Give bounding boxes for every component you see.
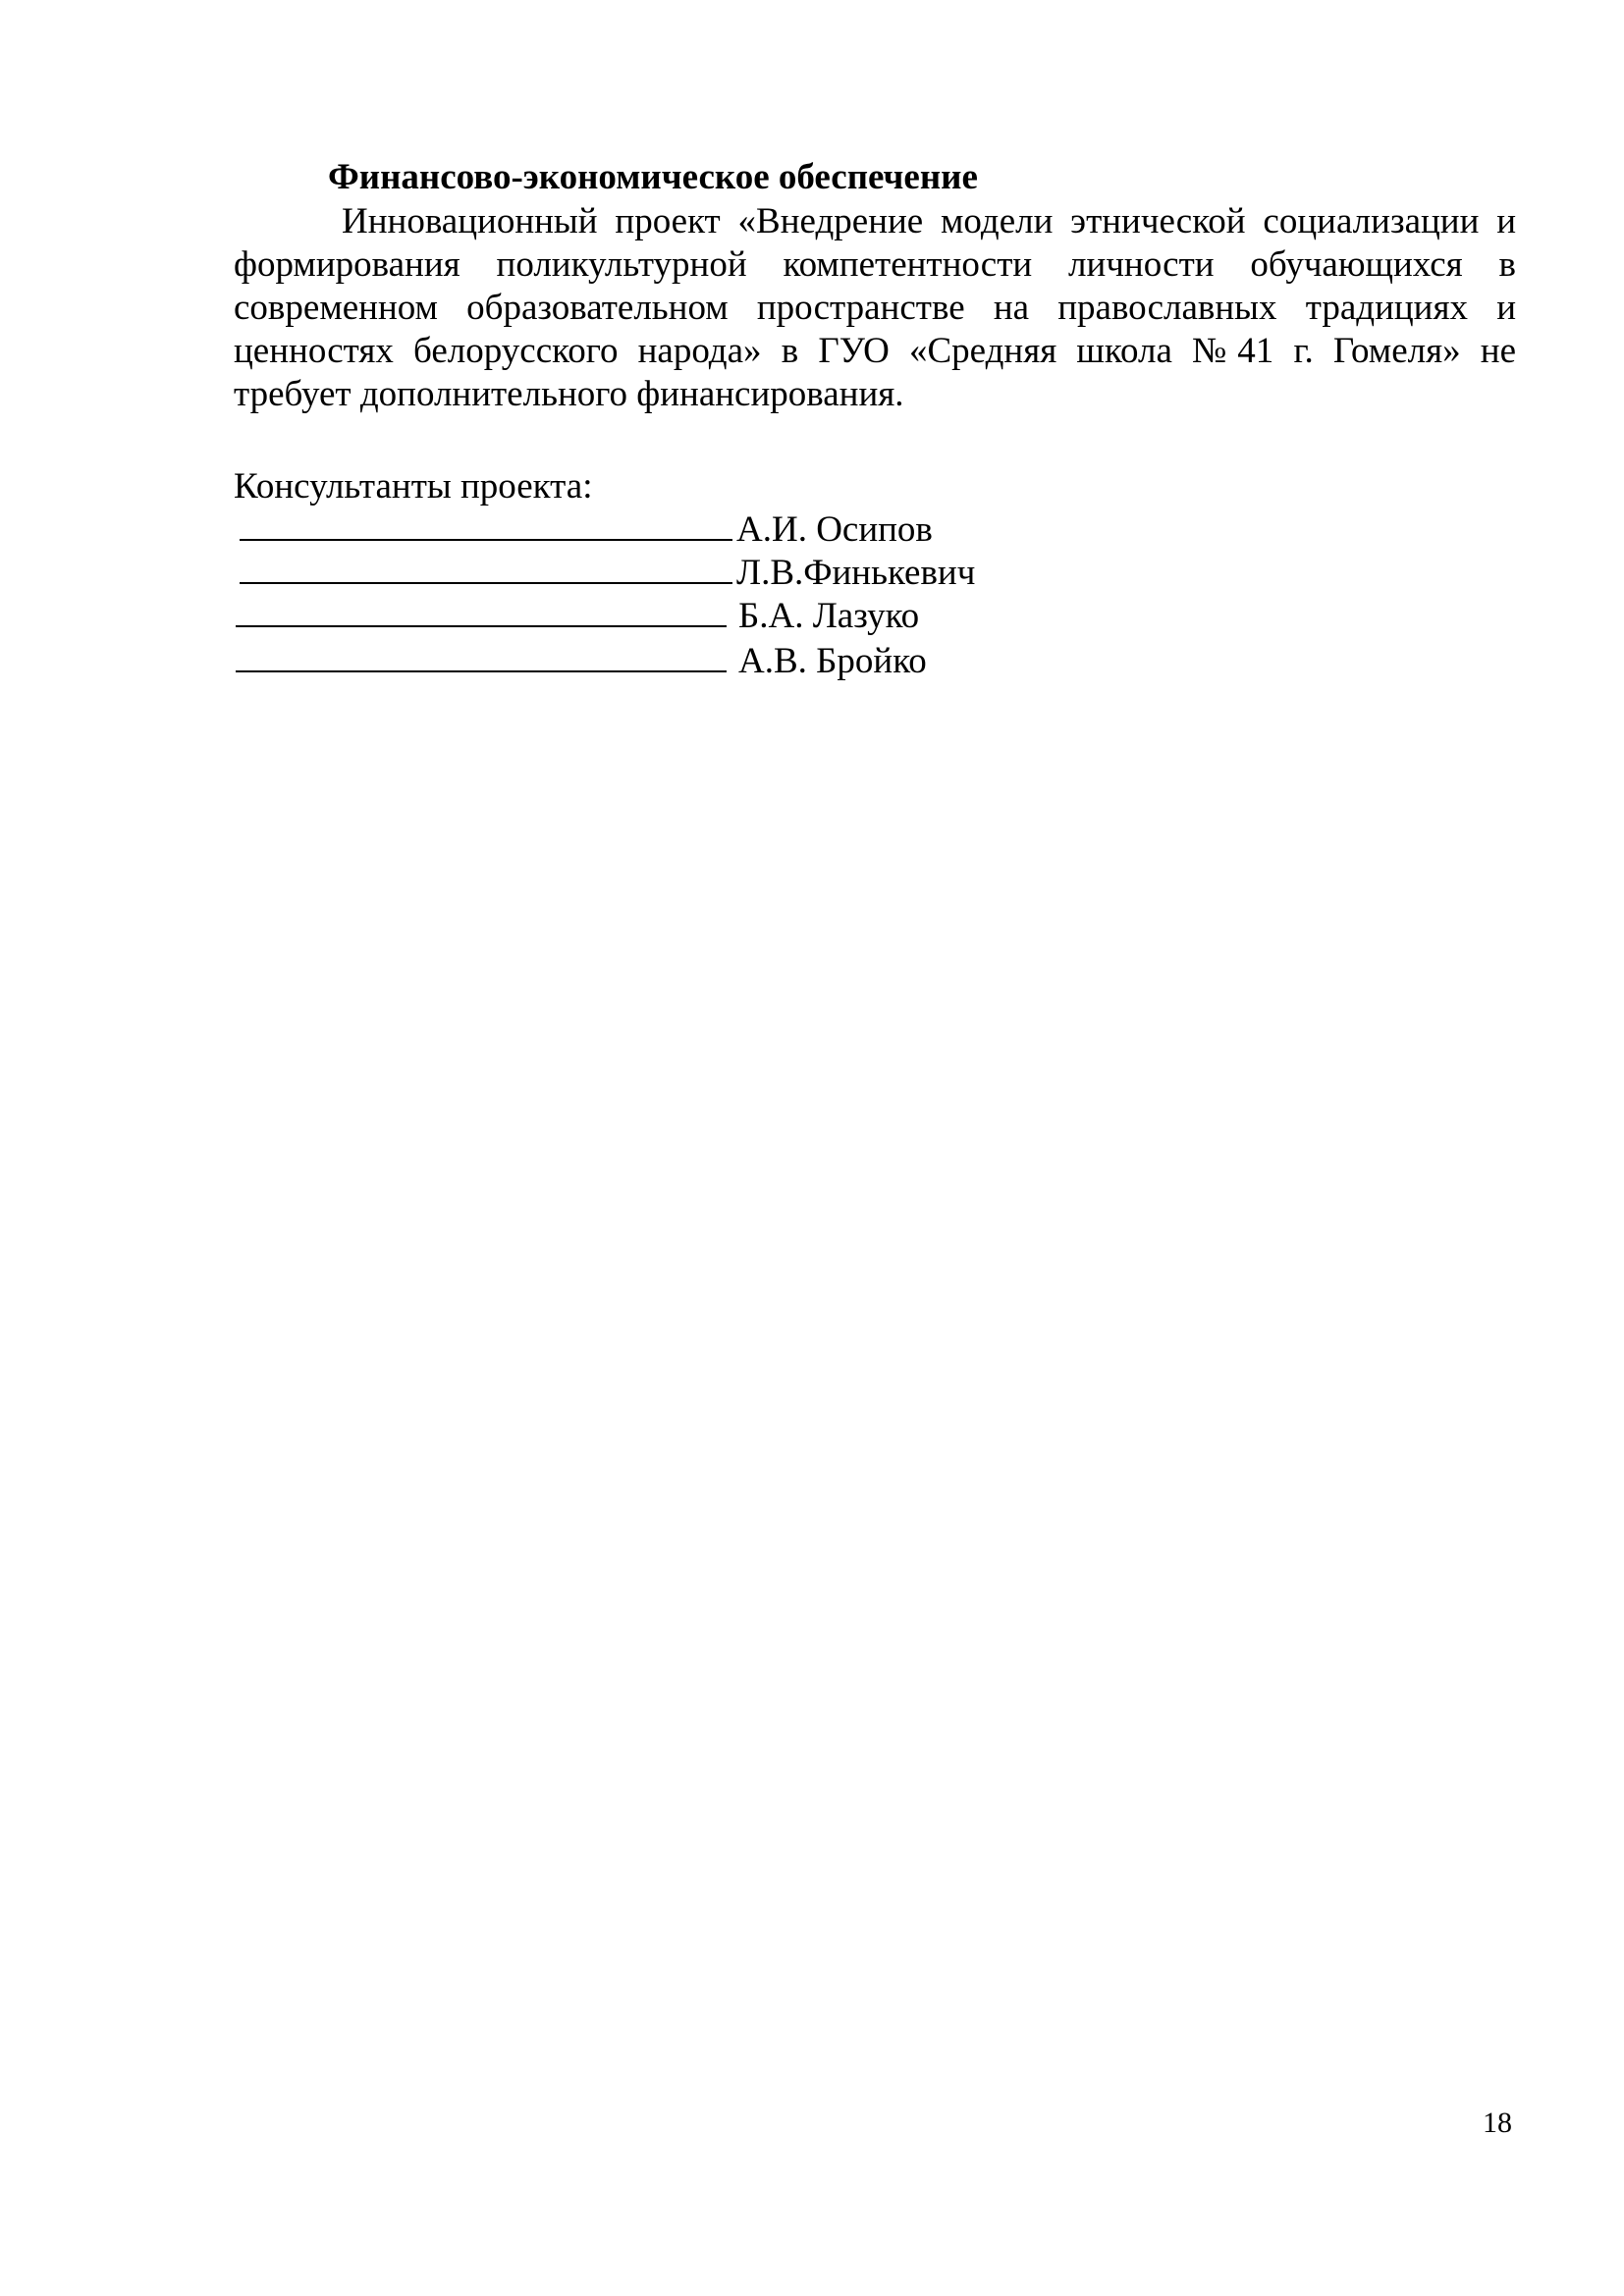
- consultant-name: А.И. Осипов: [736, 509, 933, 550]
- body-paragraph: Инновационный проект «Внедрение модели этнической социализации и формирования поликультурной компетентности личности обучающихся в современном образовательном пространстве на православных традициях и ценностях белорусского народа» в ГУО «Средняя школа №41 г. Гомеля» не требует дополнительного финансирования.: [234, 201, 1516, 414]
- consultants-title: Консультанты проекта:: [234, 466, 593, 507]
- page-number: 18: [1483, 2107, 1512, 2139]
- signature-blank: [240, 553, 732, 584]
- signature-blank: [236, 641, 727, 672]
- signature-blank: [240, 509, 732, 541]
- section-heading: Финансово-экономическое обеспечение: [328, 157, 978, 197]
- signature-line: [240, 508, 933, 552]
- signature-line: [236, 640, 927, 683]
- signature-line: [240, 552, 975, 595]
- signature-blank: [236, 596, 727, 627]
- signature-line: [236, 595, 919, 638]
- consultant-name: Б.А. Лазуко: [738, 596, 920, 636]
- consultant-name: А.В. Бройко: [738, 641, 927, 681]
- consultant-name: Л.В.Финькевич: [736, 553, 976, 593]
